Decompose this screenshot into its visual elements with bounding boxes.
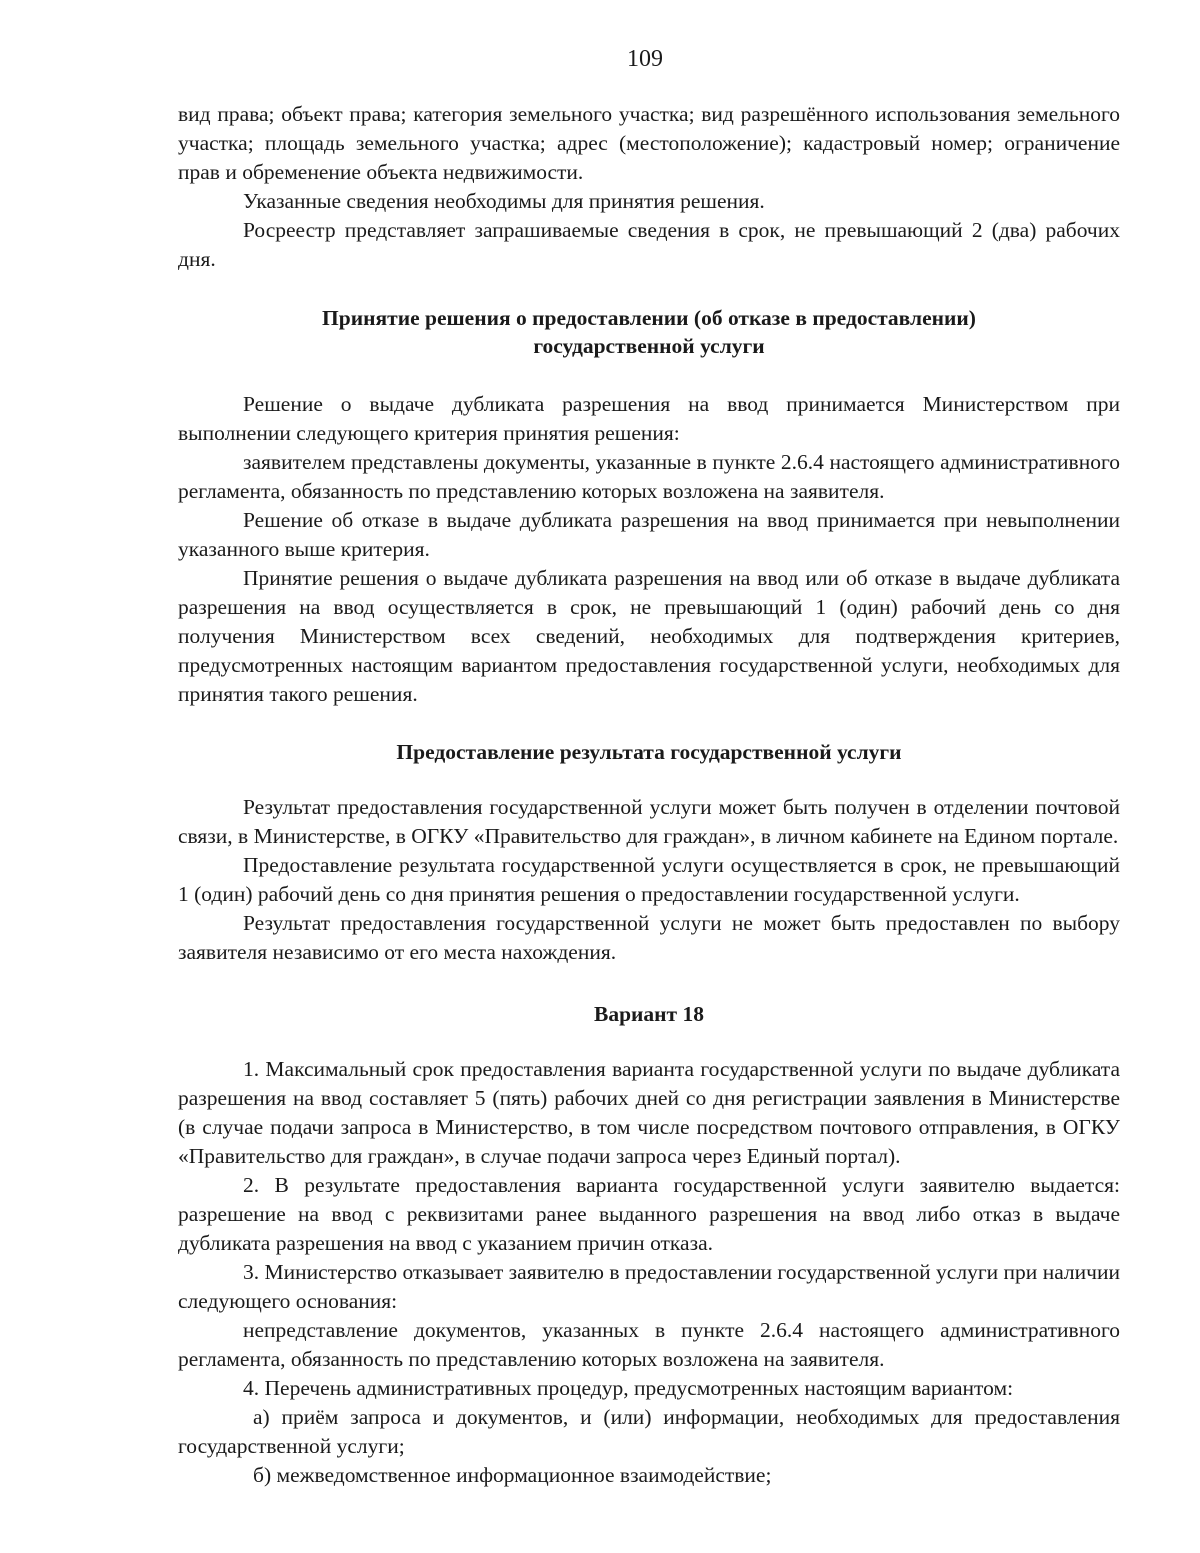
decision-paragraph-2: заявителем представлены документы, указанные в пункте 2.6.4 настоящего административного регламента, обязанность по представлению которых возложена на заявителя. [178,450,1120,503]
variant-list-item-b: б) межведомственное информационное взаимодействие; [253,1463,772,1487]
intro-paragraph-2: Указанные сведения необходимы для принятия решения. [243,189,765,213]
section-heading-decision-line-1: Принятие решения о предоставлении (об отказе в предоставлении) [322,306,976,330]
variant-paragraph-1: 1. Максимальный срок предоставления варианта государственной услуги по выдаче дубликата разрешения на ввод составляет 5 (пять) рабочих дней со дня регистрации заявления в Министерстве (в случае подачи запроса в Министерство, в том числе посредством почтового отправления, в ОГКУ «Правительство для граждан», в случае подачи запроса через Единый портал). [178,1057,1120,1168]
decision-paragraph-3: Решение об отказе в выдаче дубликата разрешения на ввод принимается при невыполнении указанного выше критерия. [178,508,1120,561]
variant-paragraph-4: непредставление документов, указанных в пункте 2.6.4 настоящего административного регламента, обязанность по представлению которых возложена на заявителя. [178,1318,1120,1371]
variant-paragraph-2: 2. В результате предоставления варианта государственной услуги заявителю выдается: разрешение на ввод с реквизитами ранее выданного разрешения на ввод либо отказ в выдаче дубликата разрешения на ввод с указанием причин отказа. [178,1173,1120,1255]
result-paragraph-2: Предоставление результата государственной услуги осуществляется в срок, не превышающий 1 (один) рабочий день со дня принятия решения о предоставлении государственной услуги. [178,853,1120,906]
document-body [178,100,1120,1490]
intro-paragraph-1: вид права; объект права; категория земельного участка; вид разрешённого использования земельного участка; площадь земельного участка; адрес (местоположение); кадастровый номер; ограничение прав и обременение объекта недвижимости. [178,102,1120,184]
result-paragraph-1: Результат предоставления государственной услуги может быть получен в отделении почтовой связи, в Министерстве, в ОГКУ «Правительство для граждан», в личном кабинете на Едином портале. [178,795,1120,848]
section-heading-result: Предоставление результата государственной услуги [396,740,902,764]
result-paragraph-3: Результат предоставления государственной услуги не может быть предоставлен по выбору заявителя независимо от его места нахождения. [178,911,1120,964]
intro-paragraph-3: Росреестр представляет запрашиваемые сведения в срок, не превышающий 2 (два) рабочих дня. [178,218,1120,271]
variant-paragraph-5: 4. Перечень административных процедур, предусмотренных настоящим вариантом: [243,1376,1014,1400]
section-heading-variant: Вариант 18 [593,1002,704,1026]
variant-list-item-a: а) приём запроса и документов, и (или) информации, необходимых для предоставления государственной услуги; [178,1405,1120,1458]
variant-paragraph-3: 3. Министерство отказывает заявителю в предоставлении государственной услуги при наличии следующего основания: [178,1260,1120,1313]
decision-paragraph-4: Принятие решения о выдаче дубликата разрешения на ввод или об отказе в выдаче дубликата разрешения на ввод осуществляется в срок, не превышающий 1 (один) рабочий день со дня получения Министерством всех сведений, необходимых для подтверждения критериев, предусмотренных настоящим вариантом предоставления государственной услуги, необходимых для принятия такого решения. [178,566,1120,706]
page-number: 109 [627,46,663,72]
section-heading-decision-line-2: государственной услуги [533,334,765,358]
decision-paragraph-1: Решение о выдаче дубликата разрешения на ввод принимается Министерством при выполнении следующего критерия принятия решения: [178,392,1120,445]
section-heading-decision [178,304,1120,360]
